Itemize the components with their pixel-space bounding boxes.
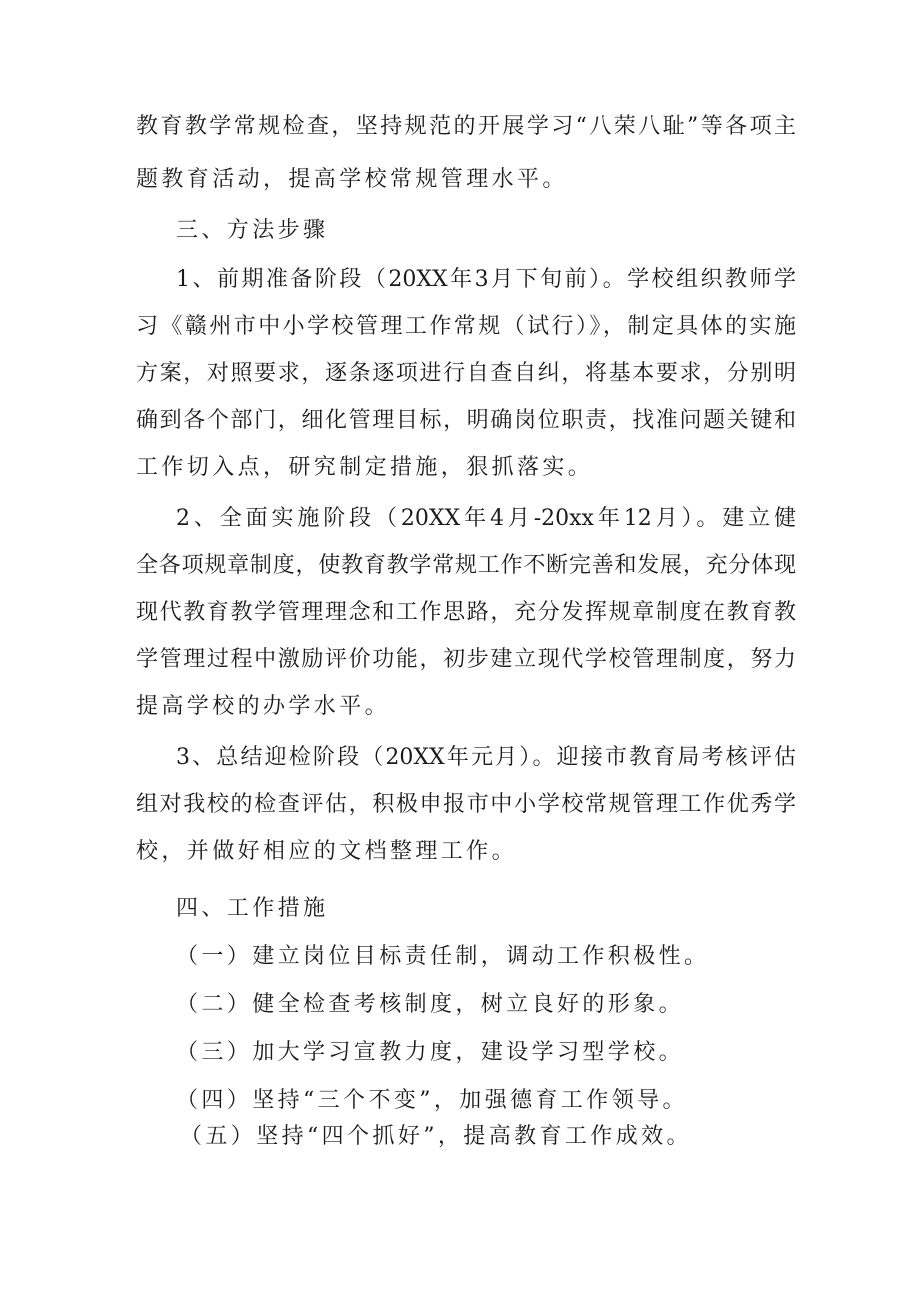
- body-text-line: 教育教学常规检查，坚持规范的开展学习“八荣八耻”等各项主: [136, 114, 796, 139]
- section-heading: 三、方法步骤: [176, 218, 329, 243]
- step-paragraph-start: 3、总结迎检阶段（20XX年元月）。迎接市教育局考核评估: [176, 745, 796, 770]
- body-text-line: 工作切入点，研究制定措施，狠抓落实。: [136, 455, 594, 480]
- body-text-line: 全各项规章制度，使教育教学常规工作不断完善和发展，充分体现: [136, 553, 796, 578]
- body-text-line: 方案，对照要求，逐条逐项进行自查自纠，将基本要求，分别明: [136, 361, 796, 386]
- body-text-line: 习《赣州市中小学校管理工作常规（试行）》，制定具体的实施: [136, 314, 796, 339]
- body-text-line: 学管理过程中激励评价功能，初步建立现代学校管理制度，努力: [136, 647, 796, 672]
- body-text-line: 现代教育教学管理理念和工作思路，充分发挥规章制度在教育教: [136, 600, 796, 625]
- body-text-line: 校，并做好相应的文档整理工作。: [136, 839, 518, 864]
- measure-item: （四）坚持“三个不变”，加强德育工作领导。: [176, 1088, 688, 1113]
- step-paragraph-start: 2、全面实施阶段（20XX年4月-20xx年12月）。建立健: [176, 506, 796, 531]
- measure-item: （二）健全检查考核制度，树立良好的形象。: [176, 992, 685, 1017]
- measure-item: （五）坚持“四个抓好”，提高教育工作成效。: [180, 1124, 692, 1149]
- measure-item: （一）建立岗位目标责任制，调动工作积极性。: [176, 944, 710, 969]
- measure-item: （三）加大学习宣教力度，建设学习型学校。: [176, 1040, 685, 1065]
- section-heading: 四、工作措施: [176, 896, 329, 921]
- body-text-line: 提高学校的办学水平。: [136, 694, 391, 719]
- body-text-line: 题教育活动，提高学校常规管理水平。: [136, 167, 568, 192]
- step-paragraph-start: 1、前期准备阶段（20XX年3月下旬前）。学校组织教师学: [176, 267, 796, 292]
- body-text-line: 组对我校的检查评估，积极申报市中小学校常规管理工作优秀学: [136, 792, 796, 817]
- body-text-line: 确到各个部门，细化管理目标，明确岗位职责，找准问题关键和: [136, 408, 796, 433]
